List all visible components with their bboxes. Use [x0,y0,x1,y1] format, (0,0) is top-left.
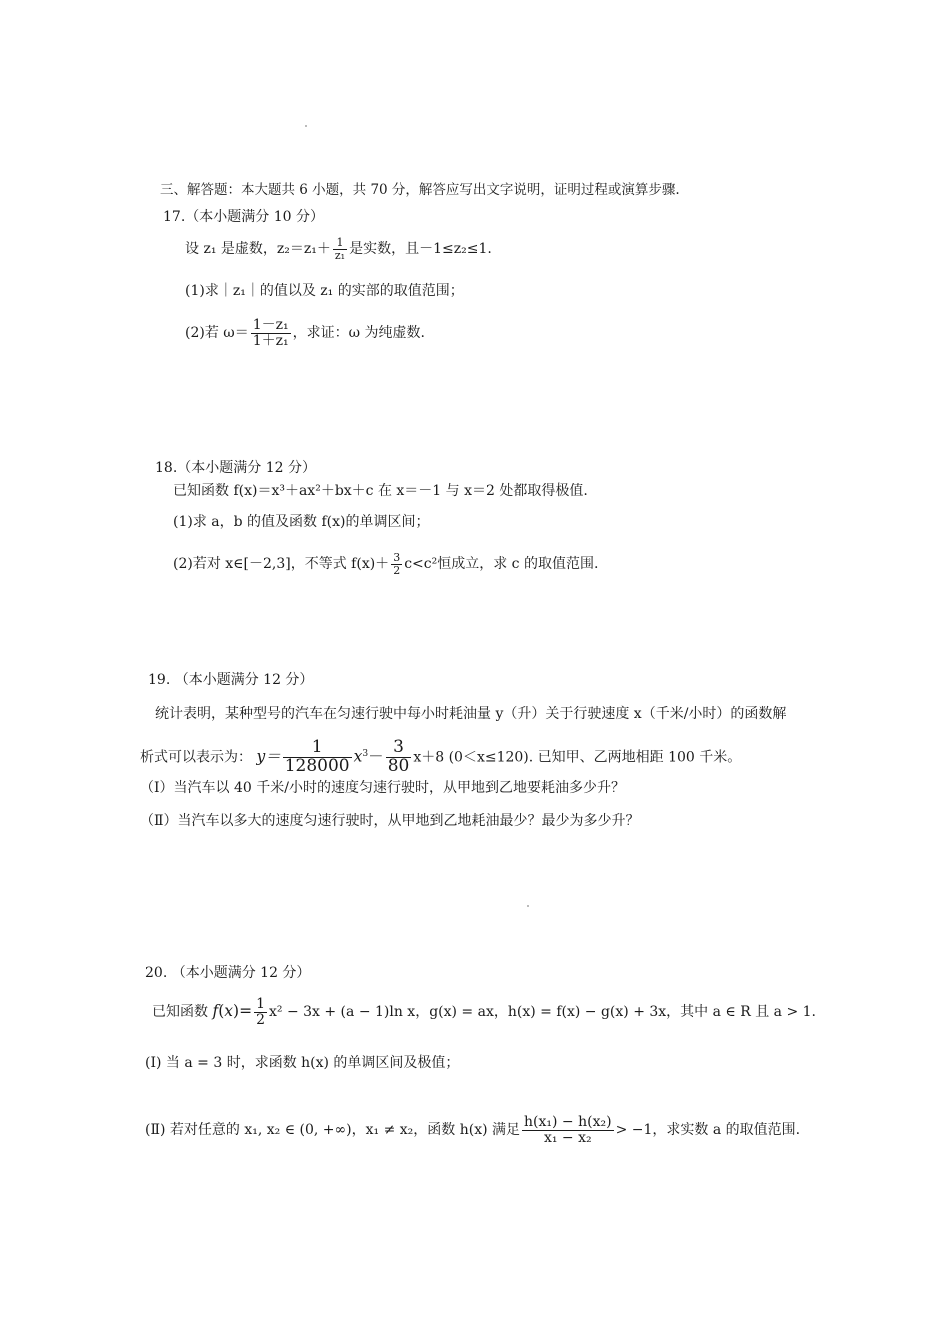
q17-omega-fraction: $\frac{\text{1－z₁}}{\text{1＋z₁}}$ [252,316,289,349]
scan-speck [527,905,529,907]
q18-part2: (2)若对 x∈[－2,3]，不等式 f(x)＋ $\frac{3}{2}$ c<c²恒成立，求 c 的取值范围. [173,550,599,577]
q20-part2-fraction: $\frac{\text{h(x₁) − h(x₂)}}{\text{x₁ − x₂}}$ [524,1113,612,1146]
q19-part2: （Ⅱ）当汽车以多大的速度匀速行驶时，从甲地到乙地耗油最少？最少为多少升？ [140,813,640,829]
q20-part2: (Ⅱ) 若对任意的 x₁, x₂ ∈ (0, +∞)，x₁ ≠ x₂，函数 h(x) 满足 $\frac{\text{h(x₁) − h(x₂)}}{\text{x₁ − x₂}}$ > −1，求实数 a 的取值范围. [145,1113,801,1146]
q20-header: 20. （本小题满分 12 分） [145,965,311,981]
q20-fraction: $\frac{1}{2}$ [256,995,265,1028]
q18-intro: 已知函数 f(x)＝x³＋ax²＋bx＋c 在 x＝－1 与 x＝2 处都取得极值. [173,483,588,499]
q18-fraction: $\frac{3}{2}$ [393,550,401,577]
q19-fraction-1: $\frac{1}{128000}$ [284,737,350,777]
q18-part1: (1)求 a，b 的值及函数 f(x)的单调区间； [173,514,430,530]
scan-speck [305,125,307,127]
section-heading: 三、解答题：本大题共 6 小题，共 70 分，解答应写出文字说明，证明过程或演算步骤. [160,182,680,198]
q19-fraction-2: $\frac{3}{80}$ [387,737,410,777]
q20-intro: 已知函数 f(x)= $\frac{1}{2}$ x² − 3x + (a − 1)ln x，g(x) = ax，h(x) = f(x) − g(x) + 3x，其中 a ∈ R 且 a > 1. [152,995,817,1028]
q19-header: 19. （本小题满分 12 分） [148,672,314,688]
q17-part1: (1)求｜z₁｜的值以及 z₁ 的实部的取值范围； [185,283,464,299]
q19-intro: 统计表明，某种型号的汽车在匀速行驶中每小时耗油量 y（升）关于行驶速度 x（千米/小时）的函数解 [155,706,787,722]
q17-intro: 设 z₁ 是虚数，z₂＝z₁＋ $\frac{1}{\text{z₁}}$ 是实数，且－1≤z₂≤1. [185,235,492,262]
q19-part1: （Ⅰ）当汽车以 40 千米/小时的速度匀速行驶时，从甲地到乙地要耗油多少升？ [140,780,625,796]
q17-header: 17.（本小题满分 10 分） [163,209,324,225]
q20-part1: (Ⅰ) 当 a = 3 时，求函数 h(x) 的单调区间及极值； [145,1055,460,1071]
q17-part2: (2)若 ω＝ $\frac{\text{1－z₁}}{\text{1＋z₁}}$ ，求证：ω 为纯虚数. [185,316,425,349]
q18-header: 18.（本小题满分 12 分） [155,460,316,476]
q19-formula: 析式可以表示为： y＝ $\frac{1}{128000}$ $x^3-$ $\frac{3}{80}$ x＋8 (0＜x≤120). 已知甲、乙两地相距 100 千米。 [140,737,742,777]
q17-fraction: $\frac{1}{\text{z₁}}$ [334,235,346,262]
